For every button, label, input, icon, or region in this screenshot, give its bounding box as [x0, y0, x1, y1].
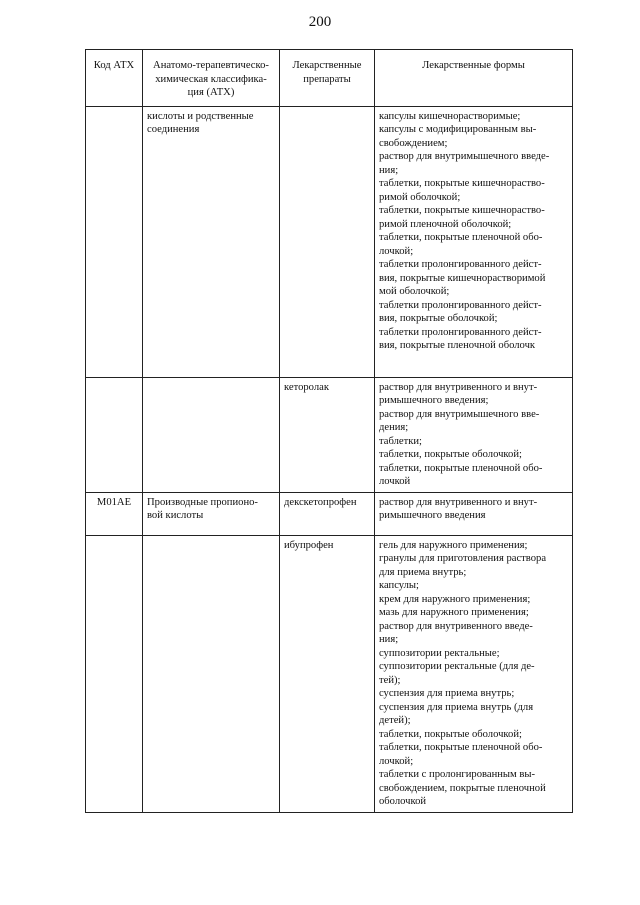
header-class-line: химическая классифика-	[155, 73, 267, 85]
header-code-text: Код АТХ	[93, 60, 135, 71]
form-line: римышечного введения;	[379, 395, 489, 406]
form-line: суспензия для приема внутрь (для	[379, 701, 534, 713]
class-line: вой кислоты	[147, 510, 204, 521]
form-line: дения;	[379, 422, 409, 433]
forms-cell	[375, 492, 573, 535]
form-line: лочкой;	[379, 755, 414, 767]
form-line: мой оболочкой;	[379, 286, 450, 297]
code-cell	[86, 535, 143, 812]
form-line: вия, покрытые кишечнорастворимой	[379, 272, 546, 284]
code-cell: M01AE	[86, 492, 143, 535]
form-line: раствор для внутривенного введе-	[379, 620, 533, 632]
form-line: раствор для внутривенного и внут-	[379, 381, 538, 393]
form-line: таблетки пролонгированного дейст-	[379, 299, 542, 311]
header-class	[143, 50, 280, 107]
form-line: таблетки, покрытые пленочной обо-	[379, 462, 543, 474]
form-line: таблетки;	[379, 435, 422, 447]
form-line: вия, покрытые пленочной оболочк	[379, 340, 536, 351]
code-cell	[86, 377, 143, 492]
form-line: детей);	[379, 715, 411, 726]
form-line: лочкой;	[379, 245, 414, 257]
class-line: Производные пропионо-	[147, 496, 258, 508]
form-line: ния;	[379, 634, 399, 645]
class-cell	[143, 377, 280, 492]
page-number: 200	[308, 14, 332, 30]
form-line: суппозитории ректальные (для де-	[379, 661, 535, 672]
form-line: свобождением, покрытые пленочной	[379, 782, 546, 794]
drug-cell: кеторолак	[280, 377, 375, 492]
form-line: таблетки, покрытые оболочкой;	[379, 449, 522, 460]
form-line: лочкой	[379, 476, 411, 487]
table-row	[86, 106, 573, 377]
forms-cell	[375, 377, 573, 492]
form-line: таблетки с пролонгированным вы-	[379, 769, 536, 780]
form-line: гранулы для приготовления раствора	[379, 553, 547, 564]
form-line: раствор для внутримышечного введе-	[379, 151, 550, 162]
forms-cell	[375, 535, 573, 812]
form-line: таблетки, покрытые кишечнораство-	[379, 178, 545, 189]
form-line: таблетки, покрытые пленочной обо-	[379, 232, 543, 243]
header-class-line: Анатомо-терапевтическо-	[153, 60, 269, 71]
header-forms	[375, 50, 573, 107]
header-drugs-line: Лекарственные	[292, 60, 362, 71]
class-cell	[143, 535, 280, 812]
form-line: гель для наружного применения;	[379, 539, 528, 551]
form-line: капсулы кишечнорастворимые;	[379, 110, 521, 122]
form-line: суппозитории ректальные;	[379, 647, 500, 659]
class-line: кислоты и родственные	[147, 110, 254, 122]
drug-cell: декскетопрофен	[280, 492, 375, 535]
code-cell	[86, 106, 143, 377]
form-line: римой пленочной оболочкой;	[379, 218, 512, 230]
form-line: суспензия для приема внутрь;	[379, 688, 515, 699]
header-drugs-line: препараты	[303, 73, 351, 85]
form-line: вия, покрытые оболочкой;	[379, 313, 498, 324]
form-line: для приема внутрь;	[379, 566, 467, 578]
drug-cell	[280, 106, 375, 377]
form-line: таблетки, покрытые оболочкой;	[379, 728, 522, 740]
header-code	[86, 50, 143, 107]
form-line: таблетки, покрытые кишечнораство-	[379, 205, 545, 216]
form-line: римой оболочкой;	[379, 191, 461, 203]
table-row	[86, 377, 573, 492]
atx-table	[85, 49, 573, 813]
form-line: крем для наружного применения;	[379, 593, 531, 605]
form-line: раствор для внутривенного и внут-	[379, 496, 538, 508]
form-line: оболочкой	[379, 796, 427, 807]
form-line: мазь для наружного применения;	[379, 607, 529, 618]
drug-cell: ибупрофен	[280, 535, 375, 812]
form-line: свобождением;	[379, 137, 448, 149]
class-line: соединения	[147, 124, 200, 135]
form-line: таблетки, покрытые пленочной обо-	[379, 742, 543, 753]
table-row	[86, 535, 573, 812]
table-row	[86, 492, 573, 535]
class-cell	[143, 106, 280, 377]
table-header-row	[86, 50, 573, 107]
header-class-line: ция (АТХ)	[187, 87, 235, 98]
form-line: раствор для внутримышечного вве-	[379, 408, 540, 420]
header-forms-text: Лекарственные формы	[422, 60, 525, 71]
header-drugs	[280, 50, 375, 107]
form-line: таблетки пролонгированного дейст-	[379, 326, 542, 338]
form-line: ния;	[379, 164, 399, 176]
form-line: капсулы;	[379, 580, 419, 591]
class-cell	[143, 492, 280, 535]
form-line: тей);	[379, 674, 401, 686]
forms-cell	[375, 106, 573, 377]
form-line: римышечного введения	[379, 510, 486, 521]
form-line: капсулы с модифицированным вы-	[379, 124, 537, 135]
form-line: таблетки пролонгированного дейст-	[379, 259, 542, 270]
